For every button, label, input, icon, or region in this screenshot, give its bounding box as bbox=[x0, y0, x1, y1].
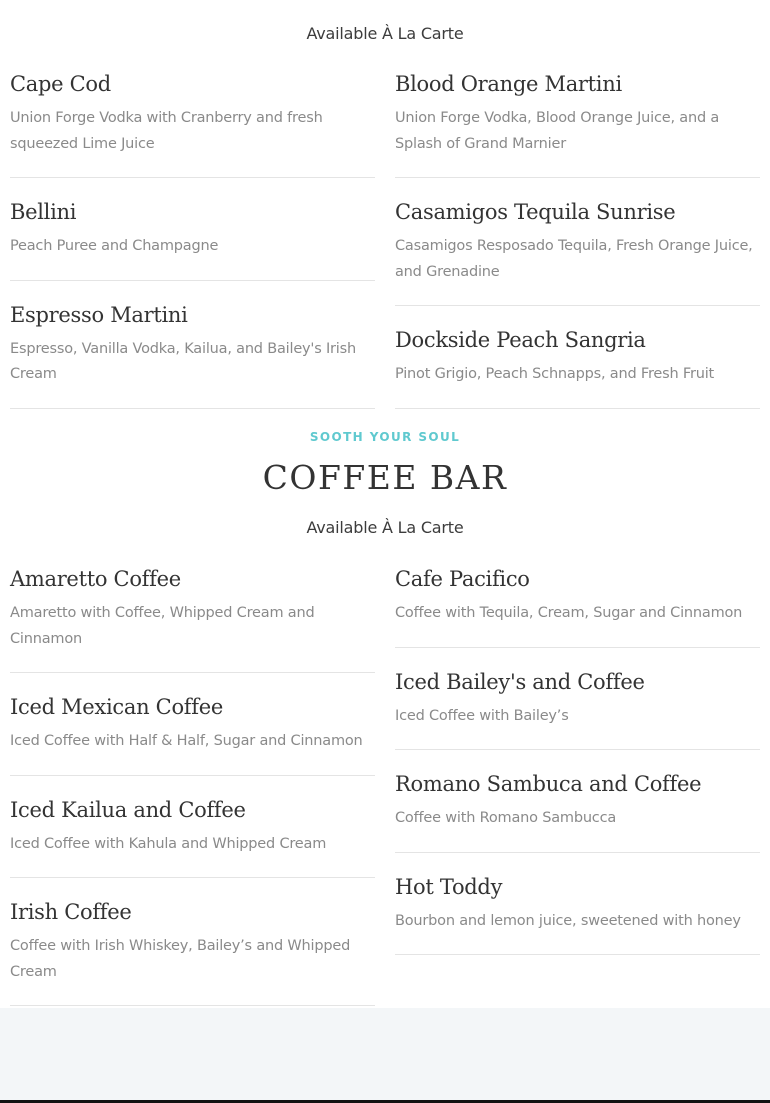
menu-item bbox=[395, 668, 760, 751]
item-description: Bourbon and lemon juice, sweetened with honey bbox=[395, 912, 741, 929]
menu-item bbox=[395, 565, 760, 648]
menu-item bbox=[395, 70, 760, 178]
item-name: Bellini bbox=[10, 200, 77, 224]
menu-item bbox=[395, 770, 760, 853]
item-name: Iced Kailua and Coffee bbox=[10, 797, 246, 822]
item-name: Cafe Pacifico bbox=[395, 567, 530, 591]
menu-item bbox=[10, 693, 375, 776]
item-description: Union Forge Vodka, Blood Orange Juice, and a Splash of Grand Marnier bbox=[395, 110, 720, 152]
item-description: Peach Puree and Champagne bbox=[10, 238, 219, 254]
item-name: Casamigos Tequila Sunrise bbox=[395, 200, 676, 224]
item-description: Casamigos Resposado Tequila, Fresh Orange Juice, and Grenadine bbox=[395, 238, 753, 280]
section-title: COFFEE BAR bbox=[262, 458, 508, 497]
menu-item bbox=[10, 70, 375, 178]
menu-item bbox=[395, 198, 760, 306]
item-description: Union Forge Vodka with Cranberry and fresh squeezed Lime Juice bbox=[10, 110, 323, 152]
section-eyebrow: SOOTH YOUR SOUL bbox=[309, 430, 461, 444]
footer-band bbox=[0, 1008, 770, 1100]
item-description: Coffee with Tequila, Cream, Sugar and Cinnamon bbox=[395, 605, 743, 621]
item-name: Dockside Peach Sangria bbox=[395, 328, 646, 352]
coffee-right-column bbox=[395, 565, 760, 1026]
cocktails-section bbox=[0, 0, 770, 429]
item-name: Irish Coffee bbox=[10, 900, 132, 924]
menu-item bbox=[395, 873, 760, 956]
menu-item bbox=[10, 198, 375, 281]
item-description: Iced Coffee with Half & Half, Sugar and Cinnamon bbox=[10, 733, 363, 749]
menu-item bbox=[10, 565, 375, 673]
coffee-bar-section bbox=[0, 430, 770, 1026]
item-name: Blood Orange Martini bbox=[395, 72, 622, 96]
item-name: Iced Bailey's and Coffee bbox=[395, 669, 645, 694]
menu-item bbox=[10, 898, 375, 1006]
coffee-availability: Available À La Carte bbox=[306, 518, 464, 537]
item-description: Coffee with Romano Sambucca bbox=[395, 810, 617, 826]
item-description: Iced Coffee with Bailey’s bbox=[395, 707, 569, 724]
cocktails-left-column bbox=[10, 70, 375, 429]
cocktails-grid bbox=[0, 70, 770, 429]
item-name: Amaretto Coffee bbox=[10, 567, 181, 591]
item-name: Hot Toddy bbox=[395, 874, 503, 899]
item-name: Cape Cod bbox=[10, 72, 111, 96]
cocktails-right-column bbox=[395, 70, 760, 429]
item-name: Espresso Martini bbox=[10, 302, 188, 327]
menu-item bbox=[395, 326, 760, 409]
coffee-grid bbox=[0, 565, 770, 1026]
menu-item bbox=[10, 301, 375, 409]
cocktails-availability: Available À La Carte bbox=[306, 24, 464, 43]
item-name: Iced Mexican Coffee bbox=[10, 695, 223, 719]
item-description: Coffee with Irish Whiskey, Bailey’s and Whipped Cream bbox=[10, 938, 351, 980]
coffee-left-column bbox=[10, 565, 375, 1026]
item-description: Espresso, Vanilla Vodka, Kailua, and Bailey's Irish Cream bbox=[10, 340, 356, 382]
item-description: Amaretto with Coffee, Whipped Cream and Cinnamon bbox=[10, 605, 315, 647]
item-description: Iced Coffee with Kahula and Whipped Cream bbox=[10, 835, 327, 852]
menu-item bbox=[10, 796, 375, 879]
item-name: Romano Sambuca and Coffee bbox=[395, 772, 702, 796]
item-description: Pinot Grigio, Peach Schnapps, and Fresh Fruit bbox=[395, 366, 715, 382]
